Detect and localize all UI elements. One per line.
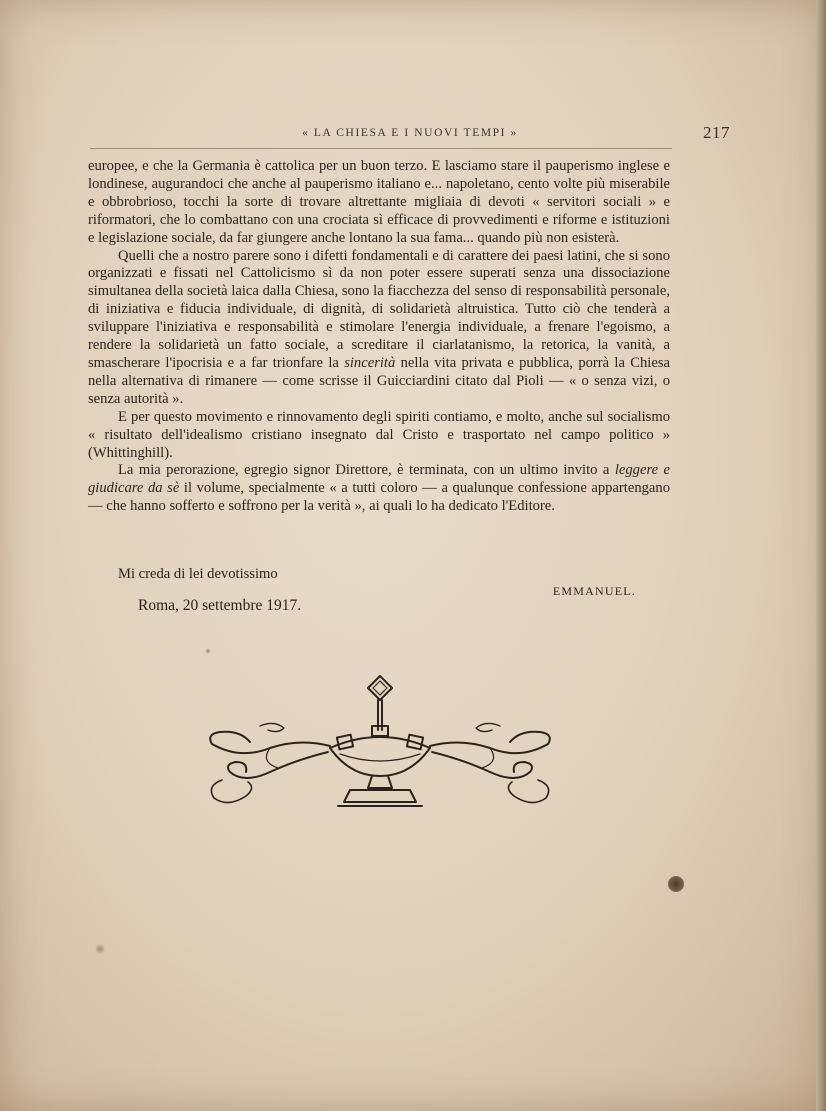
paragraph-text: La mia perorazione, egregio signor Direttore, è terminata, con un ultimo invito a xyxy=(118,462,610,479)
foxing-spot xyxy=(95,944,105,954)
paragraph-text: nella vita privata e pubblica, porrà la Chiesa nella alternativa di rimanere — come scrisse il Guicciardini citato dal Pioli — « o senza vizi, o senza autorità ». xyxy=(88,354,670,407)
running-title: « LA CHIESA E I NUOVI TEMPI » xyxy=(302,127,518,139)
foxing-spot xyxy=(205,648,211,654)
page-edge xyxy=(816,0,826,1111)
paragraph: europee, e che la Germania è cattolica per un buon terzo. E lasciamo stare il pauperismo inglese e londinese, augurandoci che anche al pauperismo italiano e... napoletano, cento volte più miserabile e obbrobrioso, tocchi la sorte di trovare altrettante migliaia di devoti « servitori sociali » e riformatori, che lo combattano con una crociata sì efficace di provvedimenti e riforme e istituzioni e legislazione sociale, da far giungere anche lontano la sua fama... quando più non esisterà. xyxy=(88,158,670,246)
italic-phrase: sincerità xyxy=(344,354,396,371)
oil-lamp-ornament-icon xyxy=(200,668,560,818)
body-text xyxy=(88,158,670,516)
italic-phrase: leggere e giudicare da sè xyxy=(88,462,670,497)
signature: EMMANUEL. xyxy=(552,584,636,598)
paragraph-text: Quelli che a nostro parere sono i difetti fondamentali e di carattere dei paesi latini, che si sono organizzati e fissati nel Cattolicismo sì da non poter essere superati senza una dissociazione simultanea della società laica dalla Chiesa, sono la fiacchezza del senso di responsabilità personale, di iniziativa e fiducia individuale, di dignità, di solidarietà altruistica. Tutto ciò che tenderà a sviluppare l'iniziativa e responsabilità e stimolare l'energia individuale, a frenare l'egoismo, a rendere la solidarietà un fatto sociale, a screditare il ciarlatanismo, la retorica, la vanità, a smascherare l'ipocrisia e a far trionfare la xyxy=(88,247,670,371)
paragraph xyxy=(88,248,670,409)
paragraph: E per questo movimento e rinnovamento degli spiriti contiamo, e molto, anche sul socialismo « risultato dell'idealismo cristiano insegnato dal Cristo e trasportato nel campo politico » (Whittinghill). xyxy=(88,408,670,461)
page-number: 217 xyxy=(703,123,730,142)
foxing-spot xyxy=(668,876,684,892)
paragraph-text: il volume, specialmente « a tutti coloro — a qualunque confessione appartengano — che hanno sofferto e soffrono per la verità », ai quali lo ha dedicato l'Editore. xyxy=(88,480,670,515)
closing-line: Mi creda di lei devotissimo xyxy=(118,566,278,582)
paragraph xyxy=(88,462,670,516)
header-rule xyxy=(90,148,672,149)
dateline: Roma, 20 settembre 1917. xyxy=(138,597,302,614)
running-head xyxy=(90,123,730,145)
